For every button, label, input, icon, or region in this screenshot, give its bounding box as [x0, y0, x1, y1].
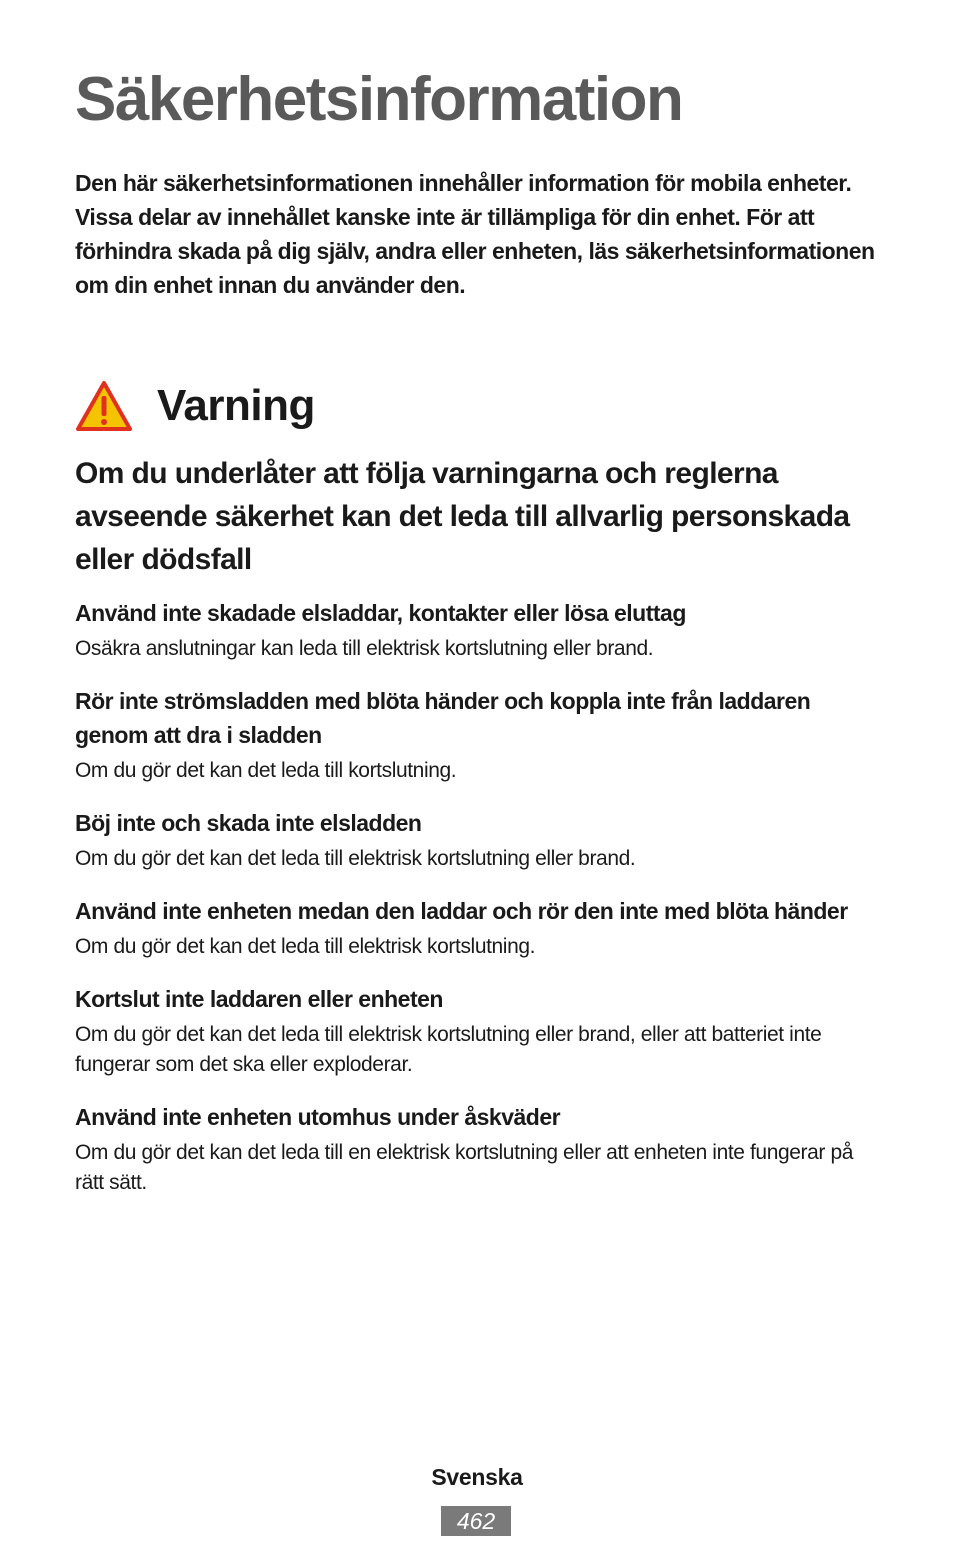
- list-item: [75, 982, 875, 1080]
- intro-paragraph: Den här säkerhetsinformationen innehåller information för mobila enheter. Vissa delar av innehållet kanske inte är tillämpliga för din enhet. För att förhindra skada på dig själv, andra eller enheten, läs säkerhetsinformationen om din enhet innan du använder den.: [75, 170, 875, 298]
- item-body: Om du gör det kan det leda till kortslutning.: [75, 759, 457, 782]
- list-item: [75, 1100, 875, 1198]
- item-heading: Kortslut inte laddaren eller enheten: [75, 986, 443, 1012]
- item-body: Om du gör det kan det leda till elektrisk kortslutning eller brand, eller att batteriet inte fungerar som det ska eller exploderar.: [75, 1023, 822, 1076]
- page-title: Säkerhetsinformation: [75, 65, 683, 134]
- page-number: 462: [441, 1506, 511, 1536]
- item-body: Osäkra anslutningar kan leda till elektrisk kortslutning eller brand.: [75, 637, 654, 660]
- item-body: Om du gör det kan det leda till elektrisk kortslutning.: [75, 935, 536, 958]
- warning-subtitle: Om du underlåter att följa varningarna och reglerna avseende säkerhet kan det leda till allvarlig personskada eller dödsfall: [75, 457, 850, 576]
- list-item: [75, 684, 875, 786]
- footer-language: Svenska: [431, 1464, 523, 1490]
- list-item: [75, 596, 875, 664]
- item-heading: Använd inte enheten utomhus under åskväder: [75, 1104, 561, 1130]
- warning-header: [75, 378, 315, 434]
- item-heading: Använd inte enheten medan den laddar och rör den inte med blöta händer: [75, 898, 848, 924]
- item-body: Om du gör det kan det leda till elektrisk kortslutning eller brand.: [75, 847, 636, 870]
- warning-title: Varning: [157, 381, 315, 430]
- item-heading: Böj inte och skada inte elsladden: [75, 810, 422, 836]
- list-item: [75, 894, 875, 962]
- item-body: Om du gör det kan det leda till en elektrisk kortslutning eller att enheten inte fungerar på rätt sätt.: [75, 1141, 854, 1194]
- item-heading: Använd inte skadade elsladdar, kontakter eller lösa eluttag: [75, 600, 686, 626]
- item-heading: Rör inte strömsladden med blöta händer och koppla inte från laddaren genom att dra i sladden: [75, 688, 811, 748]
- warning-triangle-icon: [75, 380, 133, 432]
- safety-items-list: [75, 596, 875, 1218]
- list-item: [75, 806, 875, 874]
